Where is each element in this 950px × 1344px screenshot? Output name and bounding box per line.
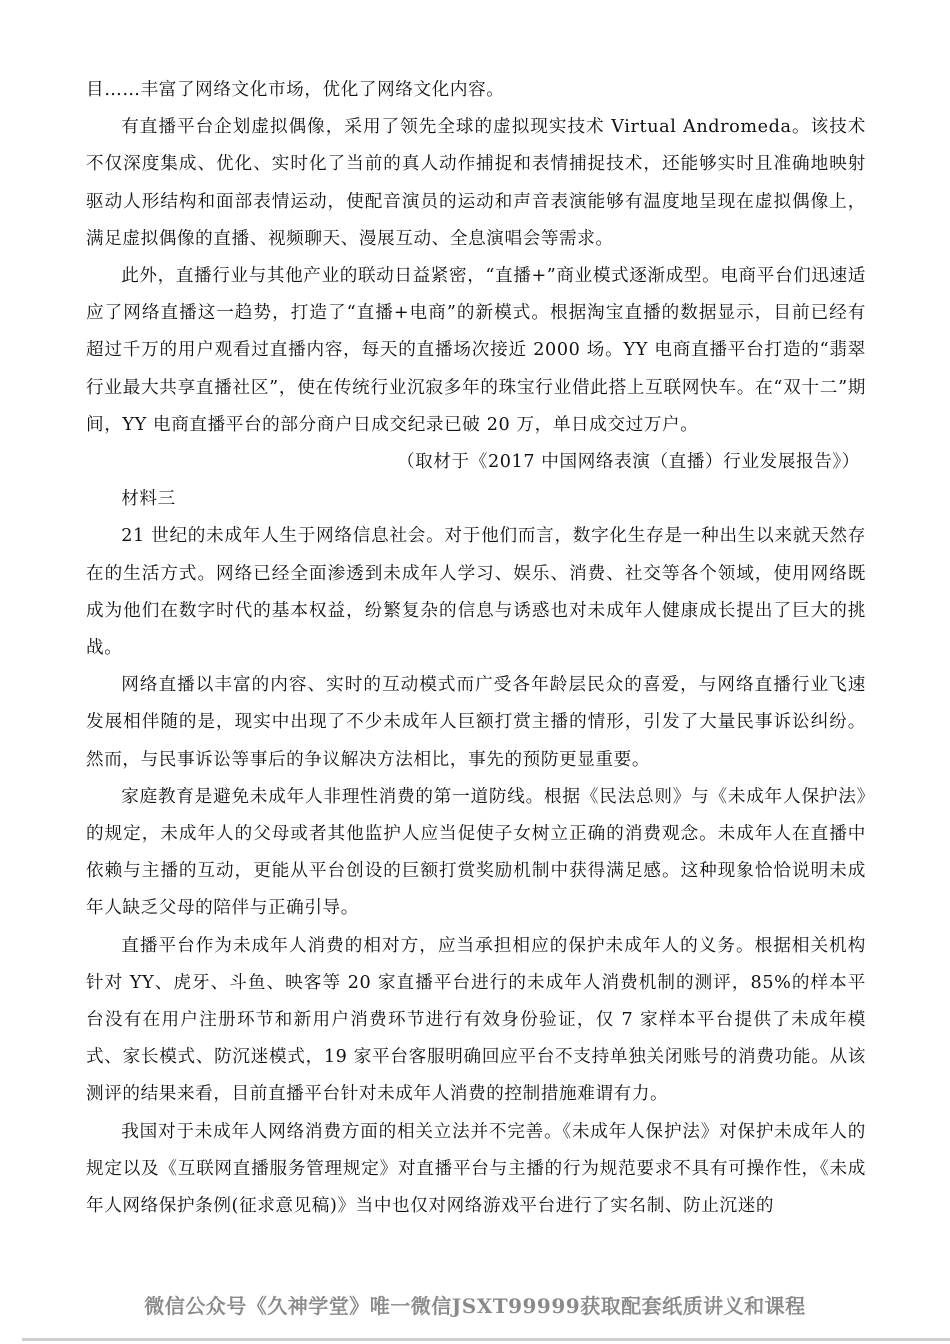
paragraph-platform-duty: 直播平台作为未成年人消费的相对方，应当承担相应的保护未成年人的义务。根据相关机构针对 YY、虎牙、斗鱼、映客等 20 家直播平台进行的未成年人消费机制的测评，85%的样本平台没有在用户注册环节和新用户消费环节进行有效身份验证，仅 7 家样本平台提供了未成年模式、家长模式、防沉迷模式，19 家平台客服明确回应平台不支持单独关闭账号的消费功能。从该测评的结果来看，目前直播平台针对未成年人消费的控制措施难谓有力。	[86, 935, 866, 1105]
paragraph-virtual-idol: 有直播平台企划虚拟偶像，采用了领先全球的虚拟现实技术 Virtual Andromeda。该技术不仅深度集成、优化、实时化了当前的真人动作捕捉和表情捕捉技术，还能够实时且准确地映射驱动人形结构和面部表情运动，使配音演员的运动和声音表演能够有温度地呈现在虚拟偶像上，满足虚拟偶像的直播、视频聊天、漫展互动、全息演唱会等需求。	[86, 117, 866, 249]
paragraph-continued: 目……丰富了网络文化市场，优化了网络文化内容。	[86, 80, 505, 100]
footer-watermark: 微信公众号《久神学堂》唯一微信JSXT99999获取配套纸质讲义和课程	[144, 1294, 806, 1318]
paragraph-live-commerce: 此外，直播行业与其他产业的联动日益紧密，“直播+”商业模式逐渐成型。电商平台们迅速适应了网络直播这一趋势，打造了“直播+电商”的新模式。根据淘宝直播的数据显示，目前已经有超过千万的用户观看过直播内容，每天的直播场次接近 2000 场。YY 电商直播平台打造的“翡翠行业最大共享直播社区”，使在传统行业沉寂多年的珠宝行业借此搭上互联网快车。在“双十二”期间，YY 电商直播平台的部分商户日成交纪录已破 20 万，单日成交过万户。	[86, 266, 866, 435]
section-heading-material-3: 材料三	[121, 489, 176, 510]
paragraph-family-education: 家庭教育是避免未成年人非理性消费的第一道防线。根据《民法总则》与《未成年人保护法》的规定，未成年人的父母或者其他监护人应当促使子女树立正确的消费观念。未成年人在直播中依赖与主播的互动，更能从平台创设的巨额打赏奖励机制中获得满足感。这种现象恰恰说明未成年人缺乏父母的陪伴与正确引导。	[86, 786, 866, 919]
paragraph-live-tipping: 网络直播以丰富的内容、实时的互动模式而广受各年龄层民众的喜爱，与网络直播行业飞速发展相伴随的是，现实中出现了不少未成年人巨额打赏主播的情形，引发了大量民事诉讼纠纷。然而，与民事诉讼等事后的争议解决方法相比，事先的预防更显重要。	[86, 675, 866, 770]
document-body	[86, 72, 866, 1225]
bottom-divider	[22, 1338, 950, 1341]
paragraph-legislation: 我国对于未成年人网络消费方面的相关立法并不完善。《未成年人保护法》对保护未成年人的规定以及《互联网直播服务管理规定》对直播平台与主播的行为规范要求不具有可操作性，《未成年人网络保护条例(征求意见稿)》当中也仅对网络游戏平台进行了实名制、防止沉迷的	[86, 1121, 866, 1217]
source-citation: （取材于《2017 中国网络表演（直播）行业发展报告》）	[396, 452, 860, 473]
paragraph-minors-digital: 21 世纪的未成年人生于网络信息社会。对于他们而言，数字化生存是一种出生以来就天然存在的生活方式。网络已经全面渗透到未成年人学习、娱乐、消费、社交等各个领域，使用网络既成为他们在数字时代的基本权益，纷繁复杂的信息与诱惑也对未成年人健康成长提出了巨大的挑战。	[86, 526, 866, 659]
